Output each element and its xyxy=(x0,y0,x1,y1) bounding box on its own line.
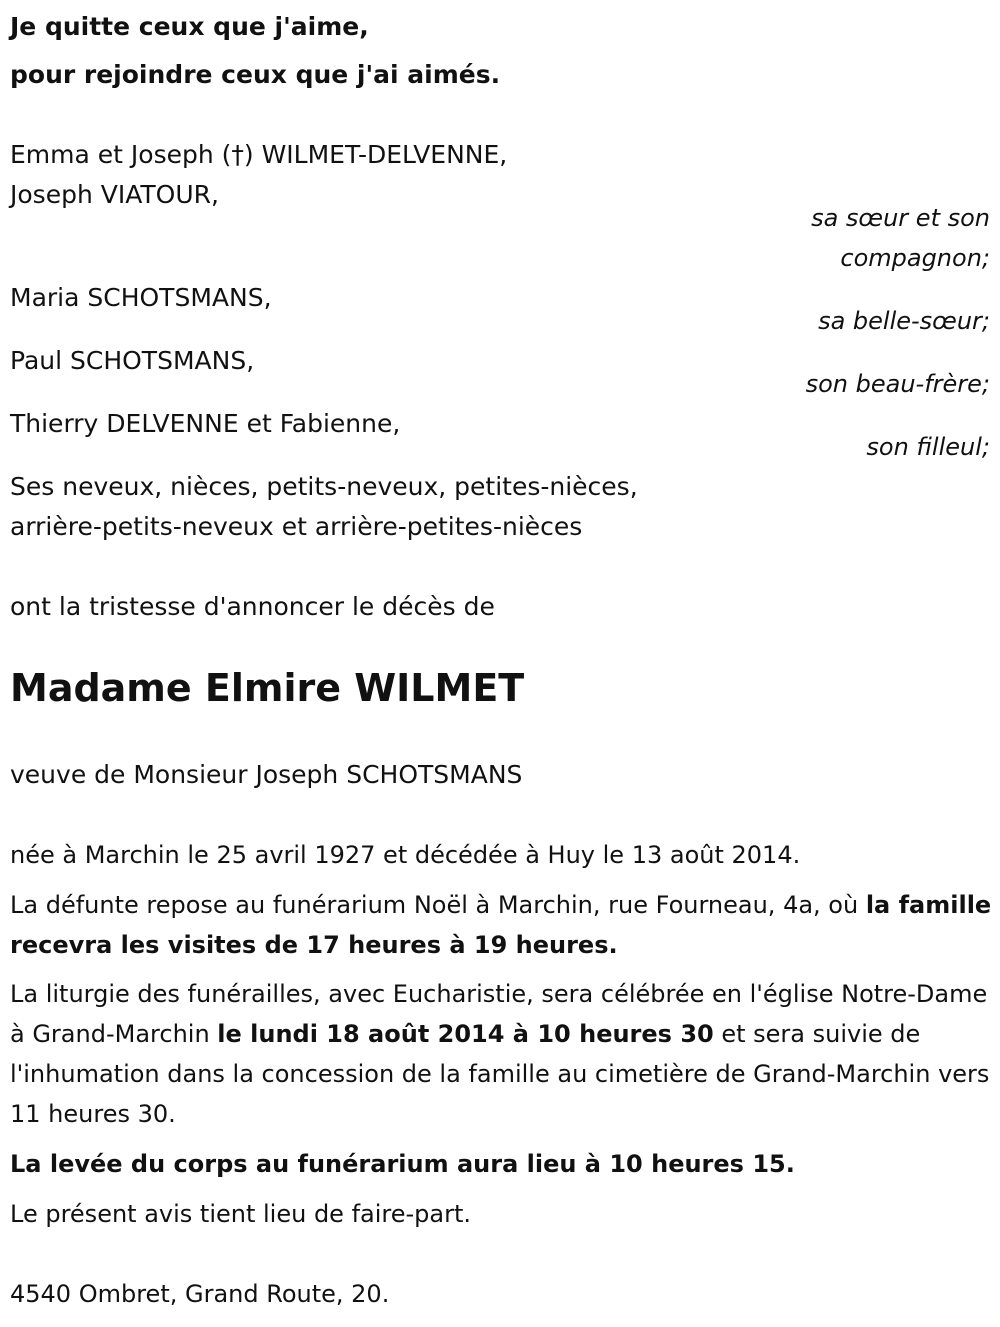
announcement: ont la tristesse d'annoncer le décès de xyxy=(10,592,495,621)
family-nephews-2: arrière-petits-neveux et arrière-petites-nièces xyxy=(10,512,583,541)
liturgy-text-end: et sera suivie de l'inhumation dans la concession de la famille au cimetière de Grand-Marchin vers 11 heures 30. xyxy=(10,1020,990,1128)
family-maria: Maria SCHOTSMANS, xyxy=(10,283,272,312)
relation-maria: sa belle-sœur; xyxy=(818,307,990,335)
family-sister: Emma et Joseph (†) WILMET-DELVENNE, xyxy=(10,140,508,169)
relation-paul: son beau-frère; xyxy=(805,370,990,398)
family-nephews-1: Ses neveux, nièces, petits-neveux, petites-nièces, xyxy=(10,472,638,501)
relation-sister-2: compagnon; xyxy=(840,244,990,272)
relation-thierry: son filleul; xyxy=(866,433,990,461)
relation-sister-1: sa sœur et son xyxy=(811,204,990,232)
epitaph-line-2: pour rejoindre ceux que j'ai aimés. xyxy=(10,60,501,89)
deceased-name: Madame Elmire WILMET xyxy=(10,666,525,710)
widow-of: veuve de Monsieur Joseph SCHOTSMANS xyxy=(10,760,523,789)
rest-visits-bold: la famille recevra les visites de 17 heures à 19 heures. xyxy=(10,891,992,959)
liturgy-paragraph xyxy=(10,974,995,1134)
liturgy-text: La liturgie des funérailles, avec Eucharistie, sera célébrée en l'église Notre-Dame à Grand-Marchin xyxy=(10,980,988,1048)
address: 4540 Ombret, Grand Route, 20. xyxy=(10,1280,390,1308)
family-paul: Paul SCHOTSMANS, xyxy=(10,346,255,375)
family-companion: Joseph VIATOUR, xyxy=(10,180,219,209)
birth-death: née à Marchin le 25 avril 1927 et décédée à Huy le 13 août 2014. xyxy=(10,841,801,869)
notice: Le présent avis tient lieu de faire-part. xyxy=(10,1200,472,1228)
liturgy-date-bold: le lundi 18 août 2014 à 10 heures 30 xyxy=(217,1020,714,1048)
family-thierry: Thierry DELVENNE et Fabienne, xyxy=(10,409,401,438)
rest-text: La défunte repose au funérarium Noël à Marchin, rue Fourneau, 4a, où xyxy=(10,891,866,919)
epitaph-line-1: Je quitte ceux que j'aime, xyxy=(10,12,369,41)
levee: La levée du corps au funérarium aura lieu à 10 heures 15. xyxy=(10,1150,795,1178)
rest-paragraph xyxy=(10,885,995,965)
